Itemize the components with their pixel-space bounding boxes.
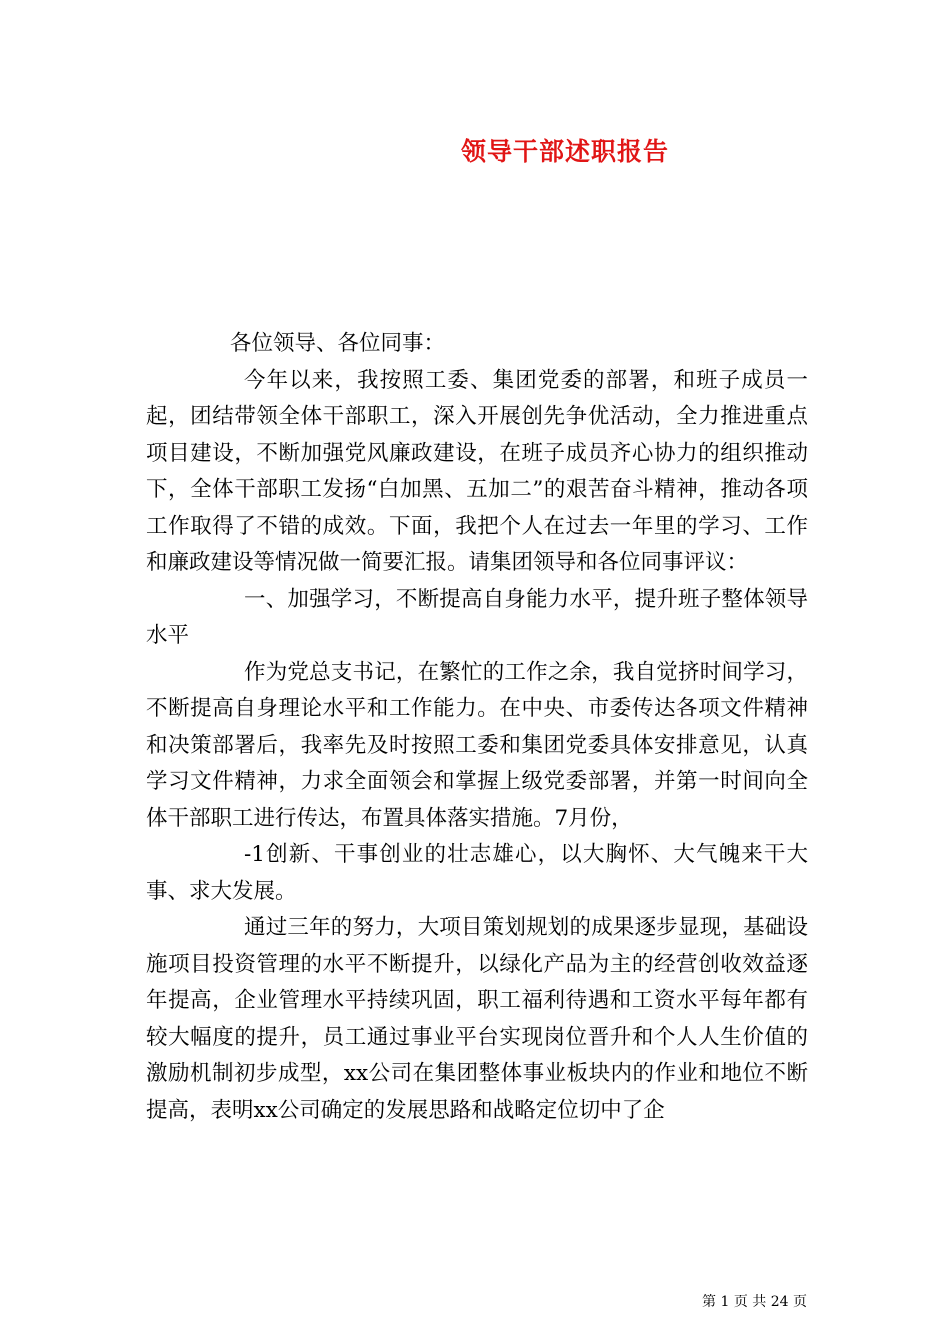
paragraph-study: 作为党总支书记，在繁忙的工作之余，我自觉挤时间学习，不断提高自身理论水平和工作能力。在中央、市委传达各项文件精神和决策部署后，我率先及时按照工委和集团党委具体安排意见，认真学习文件精神，力求全面领会和掌握上级党委部署，并第一时间向全体干部职工进行传达，布置具体落实措施。7月份， bbox=[146, 659, 808, 831]
document-body bbox=[146, 326, 808, 1129]
paragraph-fragment: -1创新、干事创业的壮志雄心，以大胸怀、大气魄来干大事、求大发展。 bbox=[146, 842, 808, 904]
greeting: 各位领导、各位同事： bbox=[230, 331, 446, 356]
paragraph-intro: 今年以来，我按照工委、集团党委的部署，和班子成员一起，团结带领全体干部职工，深入开展创先争优活动，全力推进重点项目建设，不断加强党风廉政建设，在班子成员齐心协力的组织推动下，全体干部职工发扬“白加黑、五加二”的艰苦奋斗精神，推动各项工作取得了不错的成效。下面，我把个人在过去一年里的学习、工作和廉政建设等情况做一简要汇报。请集团领导和各位同事评议： bbox=[146, 367, 808, 575]
paragraph-results: 通过三年的努力，大项目策划规划的成果逐步显现，基础设施项目投资管理的水平不断提升，以绿化产品为主的经营创收效益逐年提高，企业管理水平持续巩固，职工福利待遇和工资水平每年都有较大幅度的提升，员工通过事业平台实现岗位晋升和个人人生价值的激励机制初步成型，xx公司在集团整体事业板块内的作业和地位不断提高，表明xx公司确定的发展思路和战略定位切中了企 bbox=[146, 915, 808, 1123]
page-number: 第 1 页 共 24 页 bbox=[702, 1294, 807, 1310]
document-title-wrap bbox=[0, 132, 950, 168]
document-title: 领导干部述职报告 bbox=[460, 137, 669, 166]
section-heading-1: 一、加强学习，不断提高自身能力水平，提升班子整体领导水平 bbox=[146, 586, 808, 648]
